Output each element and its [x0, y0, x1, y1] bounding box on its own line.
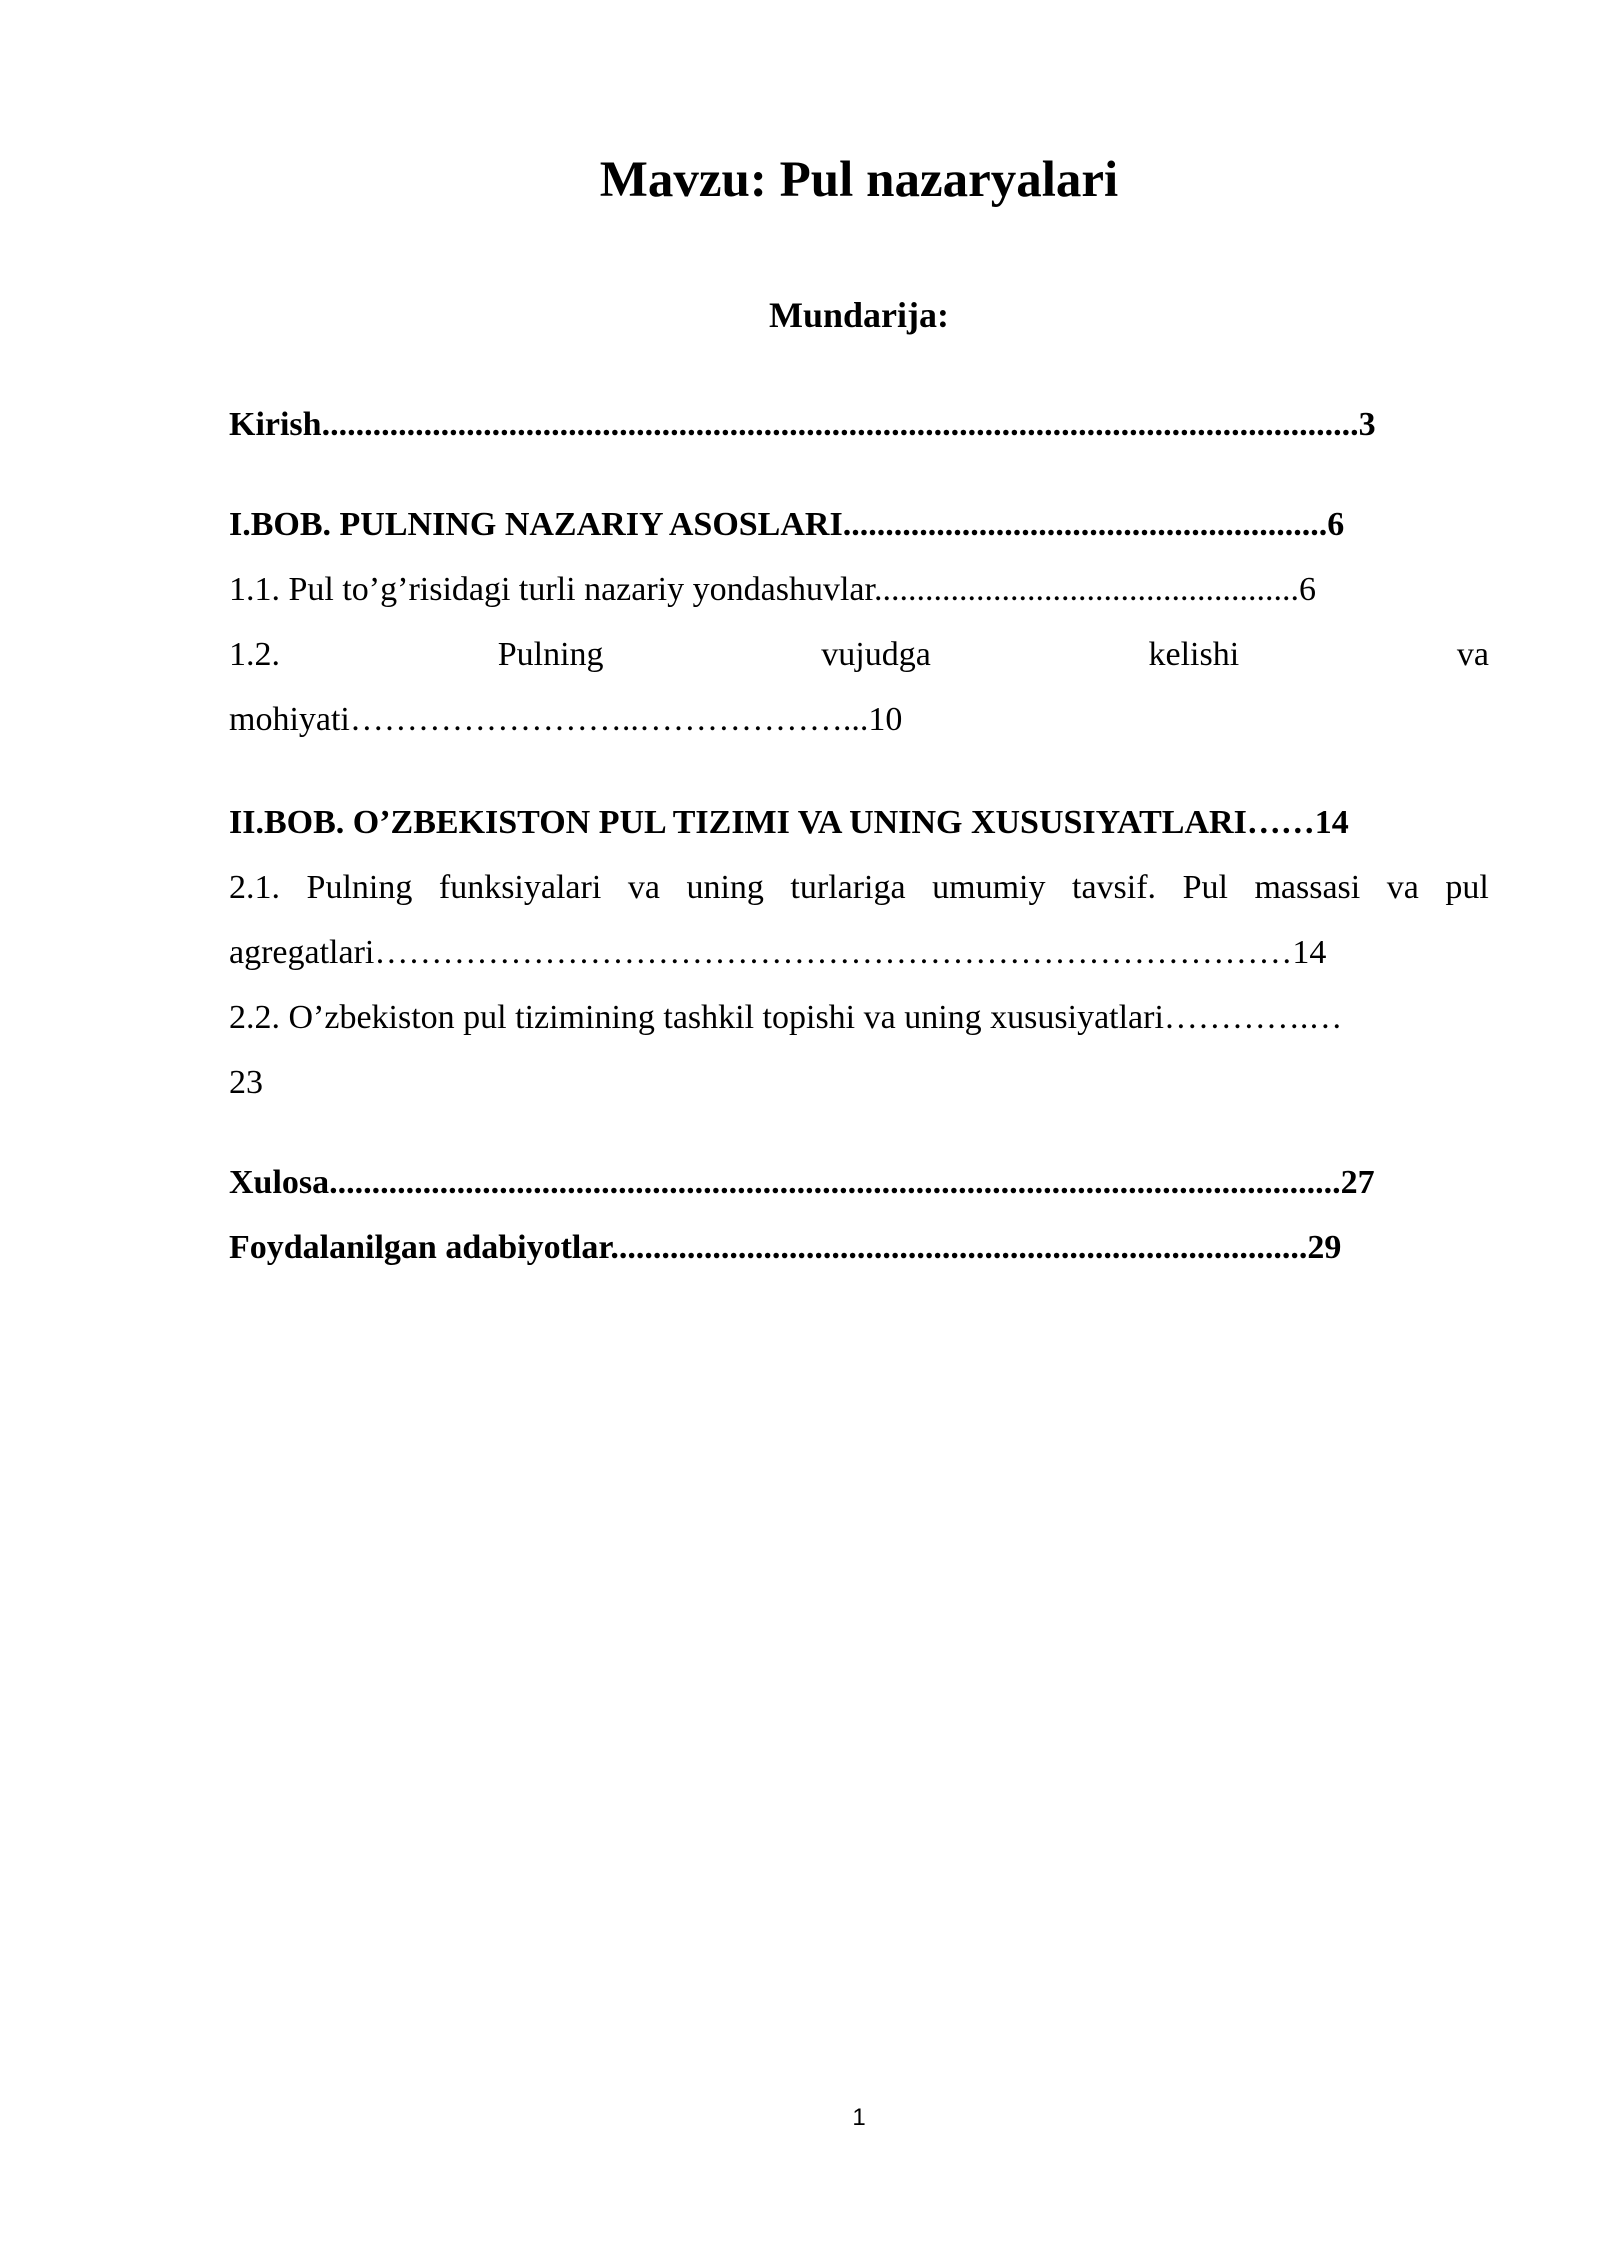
toc-word: va	[1386, 869, 1419, 906]
toc-entry-kirish: Kirish..........................................................................................................................3	[229, 406, 1376, 443]
toc-word: vujudga	[821, 636, 931, 673]
toc-entry-1-2-first-line	[229, 622, 1489, 687]
toc-entry-xulosa: Xulosa.......................................................................................................................27	[229, 1164, 1375, 1201]
toc-word: 1.2.	[229, 636, 280, 673]
toc-entry-2-1-first-line	[229, 855, 1489, 920]
toc-word: Pul	[1182, 869, 1228, 906]
toc-word: Pulning	[497, 636, 604, 673]
page-number: 1	[852, 2104, 866, 2131]
toc-entry-chapter-2: II.BOB. O’ZBEKISTON PUL TIZIMI VA UNING XUSUSIYATLARI……14	[229, 804, 1349, 841]
toc-word: tavsif.	[1072, 869, 1157, 906]
toc-word: funksiyalari	[438, 869, 602, 906]
toc-word: va	[627, 869, 660, 906]
toc-entry-2-1-continuation: agregatlari………………………………………………………………………14	[229, 934, 1327, 971]
toc-entry-1-1: 1.1. Pul to’g’risidagi turli nazariy yondashuvlar..................................................6	[229, 571, 1316, 608]
document-title: Mavzu: Pul nazaryalari	[599, 152, 1119, 208]
toc-word: pul	[1445, 869, 1489, 906]
toc-word: umumiy	[932, 869, 1046, 906]
toc-word: 2.1.	[229, 869, 280, 906]
toc-entry-chapter-1: I.BOB. PULNING NAZARIY ASOSLARI.........................................................6	[229, 506, 1345, 543]
toc-word: va	[1456, 636, 1489, 673]
toc-word: uning	[686, 869, 764, 906]
toc-word: Pulning	[306, 869, 413, 906]
toc-heading: Mundarija:	[769, 295, 949, 335]
toc-entry-2-2: 2.2. O’zbekiston pul tizimining tashkil topishi va uning xususiyatlari………….…	[229, 999, 1343, 1036]
toc-word: massasi	[1254, 869, 1361, 906]
toc-entry-bibliography: Foydalanilgan adabiyotlar..................................................................................29	[229, 1229, 1342, 1266]
toc-entry-1-2-continuation: mohiyati……………………..………………...10	[229, 701, 903, 738]
toc-word: kelishi	[1148, 636, 1240, 673]
toc-word: turlariga	[790, 869, 906, 906]
toc-entry-2-2-page: 23	[229, 1064, 263, 1101]
